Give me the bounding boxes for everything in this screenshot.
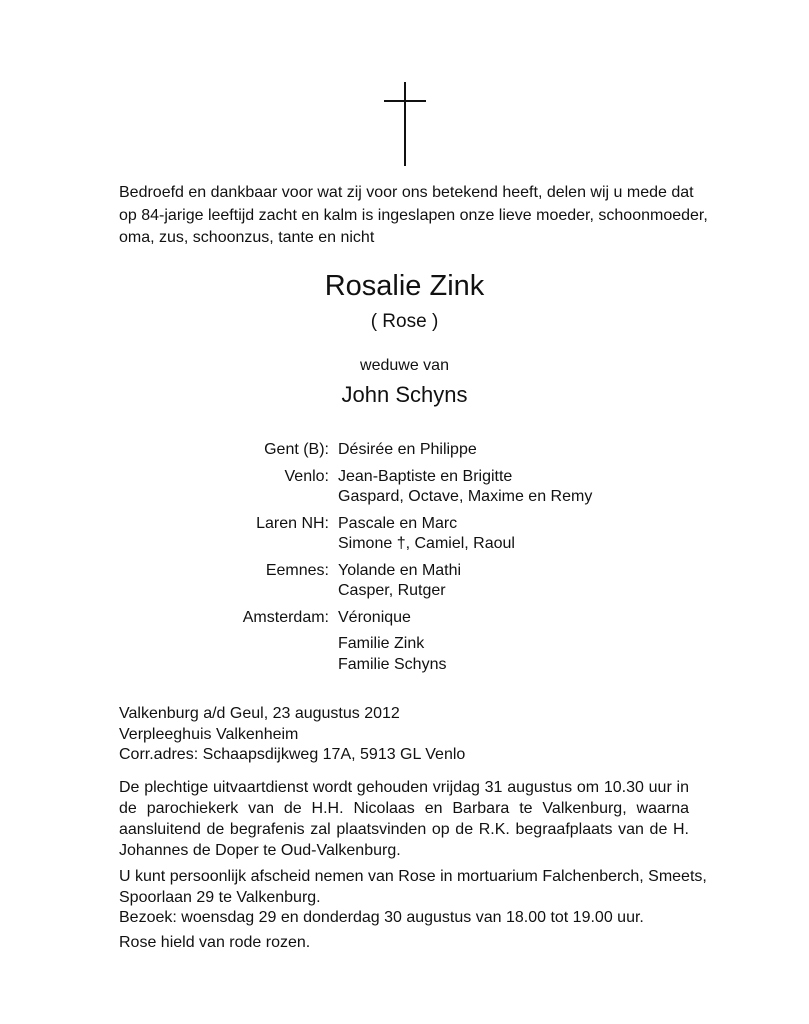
family-names: Casper, Rutger	[338, 582, 446, 599]
family-names: Jean-Baptiste en Brigitte	[338, 467, 513, 485]
correspondence-address: Corr.adres: Schaapsdijkweg 17A, 5913 GL Venlo	[119, 746, 466, 763]
intro-line: op 84-jarige leeftijd zacht en kalm is ingeslapen onze lieve moeder, schoonmoeder,	[119, 206, 708, 224]
family-place: Gent (B):	[264, 441, 329, 458]
family-names: Simone †, Camiel, Raoul	[338, 535, 515, 552]
family-names: Véronique	[338, 608, 411, 626]
family-group	[0, 514, 809, 555]
deceased-name: Rosalie Zink	[324, 270, 485, 302]
family-names: Pascale en Marc	[338, 514, 458, 532]
place-date: Valkenburg a/d Geul, 23 augustus 2012	[119, 705, 400, 722]
visit-info	[119, 867, 707, 929]
family-place: Eemnes:	[265, 561, 329, 579]
visit-line: Spoorlaan 29 te Valkenburg.	[119, 888, 321, 906]
intro-text	[119, 182, 708, 250]
family-list	[0, 440, 809, 681]
family-names: Gaspard, Octave, Maxime en Remy	[338, 488, 593, 505]
nursing-home: Verpleeghuis Valkenheim	[119, 725, 299, 743]
family-place: Laren NH:	[256, 514, 329, 532]
family-group	[0, 634, 809, 675]
family-group	[0, 608, 809, 629]
cross-icon	[384, 82, 426, 166]
family-names: Yolande en Mathi	[338, 561, 462, 579]
family-group	[0, 561, 809, 602]
family-names: Familie Schyns	[338, 655, 447, 673]
family-group	[0, 467, 809, 508]
visit-line: Bezoek: woensdag 29 en donderdag 30 augustus van 18.00 tot 19.00 uur.	[119, 909, 644, 926]
family-place: Venlo:	[284, 467, 329, 485]
location-info	[119, 704, 465, 766]
spouse-name: John Schyns	[341, 382, 468, 407]
widow-of-label: weduwe van	[360, 357, 449, 374]
closing-line: Rose hield van rode rozen.	[119, 934, 311, 951]
family-names: Désirée en Philippe	[338, 441, 477, 458]
deceased-nickname: ( Rose )	[370, 311, 439, 332]
family-place: Amsterdam:	[242, 608, 329, 626]
family-group	[0, 440, 809, 461]
service-paragraph: De plechtige uitvaartdienst wordt gehouden vrijdag 31 augustus om 10.30 uur in de parochiekerk van de H.H. Nicolaas en Barbara te Valkenburg, waarna aansluitend de begrafenis zal plaatsvinden op de R.K. begraafplaats van de H. Johannes de Doper te Oud-Valkenburg.	[119, 779, 689, 859]
intro-line: Bedroefd en dankbaar voor wat zij voor ons betekend heeft, delen wij u mede dat	[119, 184, 694, 201]
family-names: Familie Zink	[338, 635, 425, 652]
visit-line: U kunt persoonlijk afscheid nemen van Rose in mortuarium Falchenberch, Smeets,	[119, 868, 707, 885]
intro-line: oma, zus, schoonzus, tante en nicht	[119, 229, 375, 246]
